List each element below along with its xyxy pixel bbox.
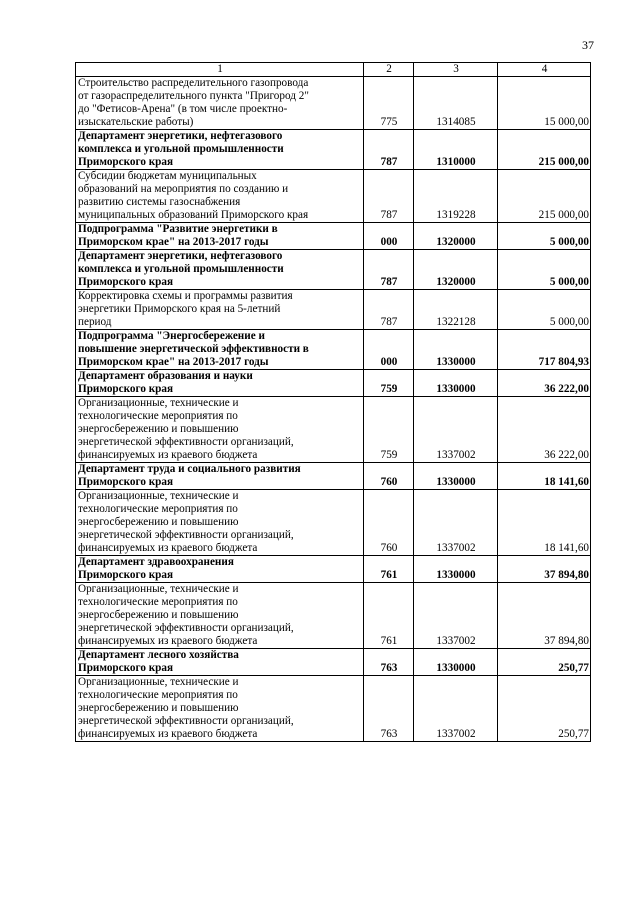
row-name-cell: Подпрограмма "Развитие энергетики в Приморском крае" на 2013-2017 годы [76, 223, 364, 250]
row-name-cell: Строительство распределительного газопровода от газораспределительного пункта "Пригород 2" до "Фетисов-Арена" (в том числе проектно- изыскательские работы) [76, 77, 364, 130]
row-amount-cell: 15 000,00 [498, 77, 591, 130]
table-body [76, 77, 591, 742]
table-row [76, 130, 591, 170]
row-amount-cell: 5 000,00 [498, 250, 591, 290]
row-ved-cell: 761 [364, 556, 414, 583]
row-csr-cell: 1319228 [414, 170, 498, 223]
row-ved-cell: 759 [364, 397, 414, 463]
table-row [76, 170, 591, 223]
row-amount-cell: 18 141,60 [498, 463, 591, 490]
row-ved-cell: 775 [364, 77, 414, 130]
row-csr-cell: 1320000 [414, 250, 498, 290]
row-csr-cell: 1330000 [414, 556, 498, 583]
row-name-cell: Департамент образования и науки Приморского края [76, 370, 364, 397]
row-name-cell: Корректировка схемы и программы развития энергетики Приморского края на 5-летний период [76, 290, 364, 330]
row-ved-cell: 787 [364, 130, 414, 170]
row-ved-cell: 763 [364, 649, 414, 676]
row-ved-cell: 000 [364, 223, 414, 250]
table-row [76, 223, 591, 250]
row-csr-cell: 1322128 [414, 290, 498, 330]
row-name-cell: Подпрограмма "Энергосбережение и повышение энергетической эффективности в Приморском крае" на 2013-2017 годы [76, 330, 364, 370]
table-row [76, 397, 591, 463]
row-name-cell: Субсидии бюджетам муниципальных образований на мероприятия по созданию и развитию системы газоснабжения муниципальных образований Приморского края [76, 170, 364, 223]
row-amount-cell: 36 222,00 [498, 370, 591, 397]
row-name-cell: Департамент здравоохранения Приморского края [76, 556, 364, 583]
table-row [76, 490, 591, 556]
row-csr-cell: 1337002 [414, 676, 498, 742]
table-row [76, 370, 591, 397]
header-col-4: 4 [498, 63, 591, 77]
table-row [76, 463, 591, 490]
row-name-cell: Департамент лесного хозяйства Приморского края [76, 649, 364, 676]
row-csr-cell: 1330000 [414, 463, 498, 490]
row-csr-cell: 1337002 [414, 397, 498, 463]
row-name-cell: Организационные, технические и технологические мероприятия по энергосбережению и повышению энергетической эффективности организаций, финансируемых из краевого бюджета [76, 583, 364, 649]
row-csr-cell: 1330000 [414, 330, 498, 370]
row-amount-cell: 215 000,00 [498, 170, 591, 223]
header-row [76, 63, 591, 77]
row-ved-cell: 760 [364, 463, 414, 490]
row-amount-cell: 36 222,00 [498, 397, 591, 463]
row-ved-cell: 760 [364, 490, 414, 556]
row-csr-cell: 1330000 [414, 370, 498, 397]
row-csr-cell: 1320000 [414, 223, 498, 250]
table-row [76, 676, 591, 742]
table-row [76, 556, 591, 583]
table-row [76, 290, 591, 330]
header-col-1: 1 [76, 63, 364, 77]
row-amount-cell: 717 804,93 [498, 330, 591, 370]
row-name-cell: Организационные, технические и технологические мероприятия по энергосбережению и повышению энергетической эффективности организаций, финансируемых из краевого бюджета [76, 397, 364, 463]
row-csr-cell: 1314085 [414, 77, 498, 130]
row-ved-cell: 759 [364, 370, 414, 397]
row-csr-cell: 1330000 [414, 649, 498, 676]
row-name-cell: Департамент труда и социального развития Приморского края [76, 463, 364, 490]
row-amount-cell: 250,77 [498, 649, 591, 676]
row-amount-cell: 37 894,80 [498, 556, 591, 583]
row-ved-cell: 763 [364, 676, 414, 742]
table-header [76, 63, 591, 77]
row-amount-cell: 18 141,60 [498, 490, 591, 556]
header-col-2: 2 [364, 63, 414, 77]
row-amount-cell: 37 894,80 [498, 583, 591, 649]
table-row [76, 649, 591, 676]
row-csr-cell: 1337002 [414, 490, 498, 556]
row-ved-cell: 787 [364, 290, 414, 330]
row-name-cell: Организационные, технические и технологические мероприятия по энергосбережению и повышению энергетической эффективности организаций, финансируемых из краевого бюджета [76, 676, 364, 742]
table-row [76, 77, 591, 130]
row-name-cell: Департамент энергетики, нефтегазового комплекса и угольной промышленности Приморского края [76, 130, 364, 170]
budget-table [75, 62, 591, 742]
row-name-cell: Департамент энергетики, нефтегазового комплекса и угольной промышленности Приморского края [76, 250, 364, 290]
row-csr-cell: 1337002 [414, 583, 498, 649]
row-ved-cell: 787 [364, 250, 414, 290]
row-ved-cell: 000 [364, 330, 414, 370]
row-amount-cell: 215 000,00 [498, 130, 591, 170]
row-amount-cell: 5 000,00 [498, 290, 591, 330]
row-ved-cell: 761 [364, 583, 414, 649]
table-row [76, 330, 591, 370]
row-amount-cell: 250,77 [498, 676, 591, 742]
table-row [76, 250, 591, 290]
page-number: 37 [582, 38, 594, 52]
row-ved-cell: 787 [364, 170, 414, 223]
row-name-cell: Организационные, технические и технологические мероприятия по энергосбережению и повышению энергетической эффективности организаций, финансируемых из краевого бюджета [76, 490, 364, 556]
header-col-3: 3 [414, 63, 498, 77]
table-row [76, 583, 591, 649]
row-csr-cell: 1310000 [414, 130, 498, 170]
row-amount-cell: 5 000,00 [498, 223, 591, 250]
